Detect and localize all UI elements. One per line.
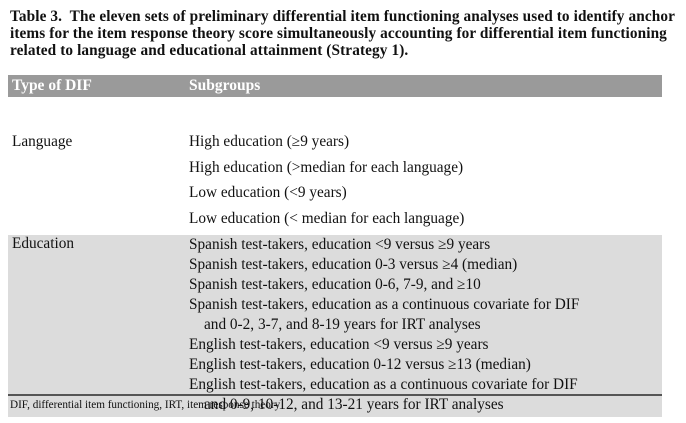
table-header-row <box>8 75 662 97</box>
table-row: High education (≥9 years) <box>189 133 350 150</box>
subgroup-line: English test-takers, education <9 versus ≥9 years <box>189 336 489 353</box>
subgroup-line: Spanish test-takers, education as a continuous covariate for DIF <box>189 296 580 313</box>
table-row <box>189 235 579 255</box>
subgroup-line: Spanish test-takers, education 0-6, 7-9, and ≥10 <box>189 276 481 293</box>
table-row: Low education (<9 years) <box>189 184 347 201</box>
dif-table <box>8 75 662 417</box>
table-caption <box>10 8 676 59</box>
language-section <box>8 97 662 235</box>
table-row: Low education (< median for each language) <box>189 209 465 227</box>
header-type-of-dif: Type of DIF <box>12 77 92 94</box>
table-row <box>189 255 579 275</box>
table-footnote: DIF, differential item functioning, IRT, item response theory <box>10 399 281 411</box>
education-subgroups <box>189 235 579 415</box>
row-type-education: Education <box>12 235 75 252</box>
language-subgroups <box>189 133 464 235</box>
subgroup-continuation-line: and 0-9, 10-12, and 13-21 years for IRT analyses <box>204 396 504 413</box>
table-row <box>189 295 579 335</box>
subgroup-continuation-line: and 0-2, 3-7, and 8-19 years for IRT analyses <box>204 316 481 333</box>
header-subgroups: Subgroups <box>189 77 261 94</box>
caption-label: Table 3. <box>10 8 63 25</box>
subgroup-line: English test-takers, education as a continuous covariate for DIF <box>189 376 578 393</box>
table-row <box>189 275 579 295</box>
table-row <box>189 335 579 355</box>
row-type-language: Language <box>12 133 73 150</box>
table-row <box>189 355 579 375</box>
table-row: High education (>median for each language) <box>189 158 464 176</box>
caption-text: The eleven sets of preliminary differential item functioning analyses used to identify anchor items for the item response theory score simultaneously accounting for differential item functioning related to language and educational attainment (Strategy 1). <box>10 8 675 59</box>
education-section <box>8 235 662 417</box>
subgroup-line: Spanish test-takers, education 0-3 versus ≥4 (median) <box>189 256 518 273</box>
table-bottom-rule <box>8 394 662 396</box>
subgroup-line: Spanish test-takers, education <9 versus ≥9 years <box>189 236 491 253</box>
subgroup-line: English test-takers, education 0-12 versus ≥13 (median) <box>189 356 531 373</box>
